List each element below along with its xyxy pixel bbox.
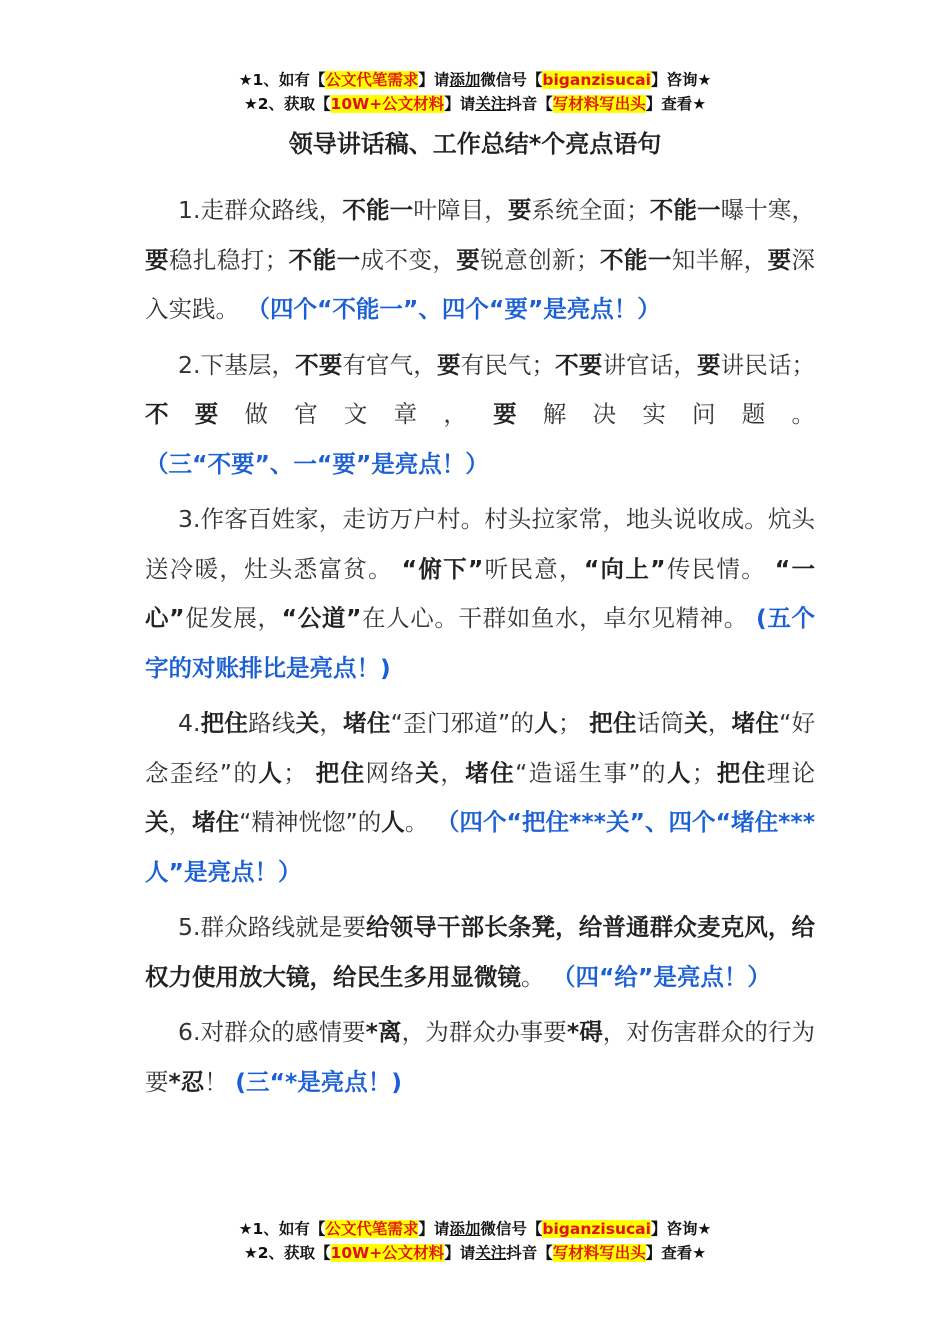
body-text: 3.作客百姓家，走访万户村。村头拉家常，地头说收成。炕头送冷暖，灶头悉富贫。	[145, 505, 815, 583]
body-text: 话筒	[636, 709, 685, 737]
document-body	[145, 186, 815, 1113]
banner-highlight: 公文代笔需求	[325, 71, 419, 89]
body-text: ，	[319, 709, 344, 737]
bottom-banner	[0, 1217, 950, 1265]
banner-line-2	[0, 1241, 950, 1265]
body-text: 讲官话，	[602, 350, 697, 379]
body-text: 锐意创新；	[480, 245, 600, 274]
bold-keyword: 不能一	[599, 245, 672, 274]
banner-text: 】请	[418, 71, 450, 89]
body-text: 4.	[178, 709, 201, 737]
bold-keyword: 关	[295, 709, 320, 737]
bold-keyword: 人	[666, 758, 692, 787]
bold-keyword: 要	[507, 196, 532, 224]
douyin-id-highlight: 写材料写出头	[552, 1244, 646, 1262]
highlight-note: （三“不要”、一“要”是亮点！）	[145, 449, 489, 478]
bold-keyword: *离	[365, 1018, 402, 1046]
body-text: ，为群众办事要	[401, 1018, 567, 1046]
banner-text: 抖音【	[506, 95, 553, 113]
bold-keyword: 要	[767, 245, 792, 274]
body-text: ，	[707, 709, 732, 737]
body-text: “好念歪经”的	[145, 709, 816, 787]
bold-keyword: 堵住	[731, 709, 780, 737]
bold-keyword: 人	[534, 709, 558, 737]
paragraph-1	[145, 186, 815, 335]
body-text: 路线	[248, 709, 296, 737]
body-text: 1.走群众路线，	[178, 196, 343, 224]
bold-keyword: 关	[415, 758, 441, 787]
banner-text: 微信号【	[480, 71, 543, 89]
douyin-id-highlight: 写材料写出头	[552, 95, 646, 113]
body-text: “精神恍惚”的	[239, 808, 382, 836]
paragraph-6	[145, 1008, 815, 1107]
body-text: 系统全面；	[531, 196, 650, 224]
bold-keyword: 关	[684, 709, 708, 737]
bold-keyword: 把住	[315, 758, 366, 787]
body-text: 促发展，	[184, 604, 282, 632]
body-text: 深入实践。	[145, 245, 816, 323]
bold-keyword: 不能一	[649, 196, 721, 224]
body-text: 讲民话；	[720, 350, 816, 379]
paragraph-4	[145, 699, 815, 897]
banner-line-1	[0, 1217, 950, 1241]
page-title: 领导讲话稿、工作总结*个亮点语句	[288, 130, 662, 158]
banner-text: ★1、如有【	[238, 71, 326, 89]
bold-keyword: 堵住	[192, 808, 240, 836]
bold-keyword: 要	[436, 350, 461, 379]
body-text: ，对伤害群众的行为要	[145, 1018, 816, 1096]
banner-underline: 添加	[449, 71, 481, 89]
bold-keyword: 给领导干部长条凳，给普通群众麦克风，给权力使用放大镜，给民生多用显微镜	[145, 913, 816, 991]
bold-keyword: “公道”	[281, 604, 362, 632]
body-text: 有官气，	[342, 350, 437, 379]
body-text: 5.群众路线就是要	[178, 913, 367, 941]
body-text: 。	[404, 808, 436, 836]
body-text: 成不变，	[360, 245, 457, 274]
body-text: ；	[691, 758, 716, 787]
wechat-id-highlight: biganzisucai	[542, 1220, 651, 1238]
bold-keyword: 要	[456, 245, 481, 274]
banner-text: 抖音【	[506, 1244, 553, 1262]
banner-text: 】请	[444, 95, 476, 113]
banner-text: 】请	[418, 1220, 450, 1238]
banner-text: ★2、获取【	[243, 1244, 331, 1262]
body-text: “造谣生事”的	[515, 758, 667, 787]
body-text: 。	[521, 962, 552, 991]
bold-keyword: 把住	[715, 758, 767, 787]
top-banner	[0, 68, 950, 116]
body-text: 做官文章，	[244, 400, 494, 428]
bold-keyword: 人	[258, 758, 284, 787]
banner-text: ★2、获取【	[243, 95, 331, 113]
body-text: “歪门邪道”的	[390, 709, 535, 737]
highlight-note: （四“给”是亮点！）	[551, 962, 771, 991]
body-text: ，	[168, 808, 193, 836]
body-text: 稳扎稳打；	[168, 245, 289, 274]
paragraph-5	[145, 903, 815, 1002]
body-text: 传民情。	[665, 554, 775, 583]
bold-keyword: 不要	[145, 400, 245, 428]
body-text: 解决实问题。	[542, 400, 816, 428]
bold-keyword: 把住	[589, 709, 637, 737]
paragraph-3	[145, 495, 815, 693]
bold-keyword: 不要	[555, 350, 603, 379]
body-text: 理论	[766, 758, 816, 787]
highlight-note: (五个字的对账排比是亮点！)	[145, 604, 815, 682]
bold-keyword: 要	[493, 400, 543, 428]
banner-underline: 关注	[475, 95, 507, 113]
bold-keyword: “向上”	[583, 554, 666, 583]
banner-highlight: 10W+公文材料	[330, 1244, 445, 1262]
bold-keyword: 要	[145, 245, 169, 274]
banner-line-1	[0, 68, 950, 92]
body-text: 叶障目，	[413, 196, 508, 224]
banner-underline: 关注	[475, 1244, 507, 1262]
body-text: 网络	[365, 758, 416, 787]
bold-keyword: 要	[697, 350, 721, 379]
banner-text: 】查看★	[645, 95, 707, 113]
bold-keyword: *碍	[566, 1018, 603, 1046]
bold-keyword: 把住	[200, 709, 249, 737]
bold-keyword: 人	[381, 808, 405, 836]
body-text: ，	[440, 758, 466, 787]
bold-keyword: 堵住	[343, 709, 391, 737]
bold-keyword: 堵住	[465, 758, 516, 787]
banner-text: 】查看★	[645, 1244, 707, 1262]
banner-underline: 添加	[449, 1220, 481, 1238]
bold-keyword: *忍	[168, 1067, 205, 1096]
banner-text: 】咨询★	[650, 1220, 712, 1238]
wechat-id-highlight: biganzisucai	[542, 71, 651, 89]
paragraph-2	[145, 341, 815, 490]
banner-text: 】咨询★	[650, 71, 712, 89]
highlight-note: (三“*是亮点！)	[235, 1067, 402, 1096]
bold-keyword: 关	[145, 808, 169, 836]
body-text: ！	[204, 1067, 236, 1096]
highlight-note: （四个“不能一”、四个“要”是亮点！）	[246, 295, 661, 323]
body-text: ；	[283, 758, 316, 787]
banner-text: ★1、如有【	[238, 1220, 326, 1238]
banner-text: 微信号【	[480, 1220, 543, 1238]
body-text: 有民气；	[460, 350, 556, 379]
body-text: 在人心。干群如鱼水，卓尔见精神。	[361, 604, 757, 632]
bold-keyword: 不能一	[342, 196, 414, 224]
body-text: 知半解，	[671, 245, 768, 274]
body-text: 6.对群众的感情要	[178, 1018, 366, 1046]
body-text: 听民意，	[483, 554, 584, 583]
body-text: 曝十寒，	[720, 196, 816, 224]
banner-line-2	[0, 92, 950, 116]
banner-text: 】请	[444, 1244, 476, 1262]
bold-keyword: 不要	[295, 350, 343, 379]
highlight-note: （四个“把住***关”、四个“堵住***人”是亮点！）	[145, 808, 816, 886]
body-text: 2.下基层，	[178, 350, 296, 379]
bold-keyword: 不能一	[288, 245, 361, 274]
banner-highlight: 10W+公文材料	[330, 95, 445, 113]
bold-keyword: “俯下”	[401, 554, 484, 583]
body-text: ；	[557, 709, 590, 737]
bold-keyword: “一心”	[145, 554, 815, 632]
banner-highlight: 公文代笔需求	[325, 1220, 419, 1238]
